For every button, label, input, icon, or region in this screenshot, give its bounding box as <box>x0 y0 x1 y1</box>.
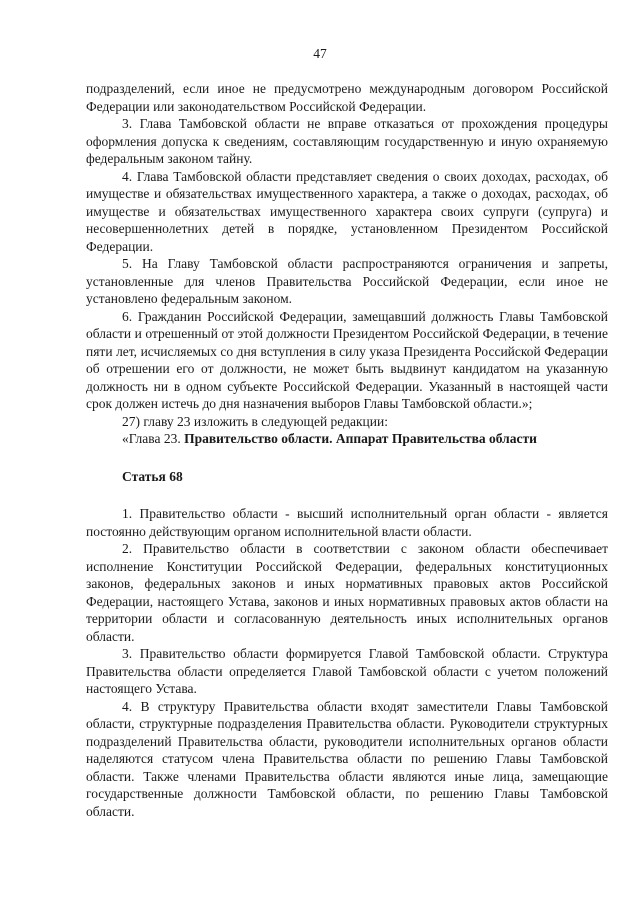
paragraph-amendment-27: 27) главу 23 изложить в следующей редакции: <box>122 413 388 429</box>
paragraph-continuation: подразделений, если иное не предусмотрено международным договором Российской Федерации или законодательством Российской Федерации. <box>86 81 608 114</box>
article-paragraph-1: 1. Правительство области - высший исполнительный орган области - является постоянно действующим органом исполнительной власти области. <box>86 506 608 539</box>
paragraph-item-4: 4. Глава Тамбовской области представляет сведения о своих доходах, расходах, об имуществе и обязательствах имущественного характера, а также о доходах, расходах, об имуществе и обязательствах имущественного характера своих супруги (супруга) и несовершеннолетних детей в порядке, установленном Президентом Российской Федерации. <box>86 168 608 254</box>
document-body <box>86 80 608 820</box>
article-paragraph-2: 2. Правительство области в соответствии с законом области обеспечивает исполнение Конституции Российской Федерации, федеральных конституционных законов, федеральных законов и иных нормативных правовых актов Российской Федерации, настоящего Устава, законов и иных нормативных правовых актов области на территории области и согласованную деятельность иных исполнительных органов области. <box>86 541 608 644</box>
page-number: 47 <box>313 46 327 61</box>
chapter-heading-prefix: «Глава 23. <box>122 431 185 446</box>
article-title: Статья 68 <box>122 468 183 484</box>
chapter-heading-title: Правительство области. Аппарат Правительства области <box>184 431 537 446</box>
article-paragraph-4: 4. В структуру Правительства области входят заместители Главы Тамбовской области, структурные подразделения Правительства области. Руководители структурных подразделений Правительства области, руководители исполнительных органов области наделяются статусом члена Правительства области по решению Главы Тамбовской области. Также членами Правительства области являются иные лица, замещающие государственные должности Тамбовской области, по решению Главы Тамбовской области. <box>86 698 608 819</box>
paragraph-item-5: 5. На Главу Тамбовской области распространяются ограничения и запреты, установленные для членов Правительства Российской Федерации, если иное не установлено федеральным законом. <box>86 256 608 306</box>
paragraph-item-6: 6. Гражданин Российской Федерации, замещавший должность Главы Тамбовской области и отрешенный от этой должности Президентом Российской Федерации, в течение пяти лет, исчисляемых со дня вступления в силу указа Президента Российской Федерации об отрешении его от должности, не может быть выдвинут кандидатом на указанную должность ни в одном субъекте Российской Федерации. Указанный в настоящей части срок должен истечь до дня назначения выборов Главы Тамбовской области.»; <box>86 308 608 411</box>
paragraph-item-3: 3. Глава Тамбовской области не вправе отказаться от прохождения процедуры оформления допуска к сведениям, составляющим государственную и иную охраняемую федеральным законом тайну. <box>86 116 608 166</box>
chapter-heading <box>86 430 608 448</box>
article-paragraph-3: 3. Правительство области формируется Главой Тамбовской области. Структура Правительства области определяется Главой Тамбовской области с учетом положений настоящего Устава. <box>86 646 608 696</box>
